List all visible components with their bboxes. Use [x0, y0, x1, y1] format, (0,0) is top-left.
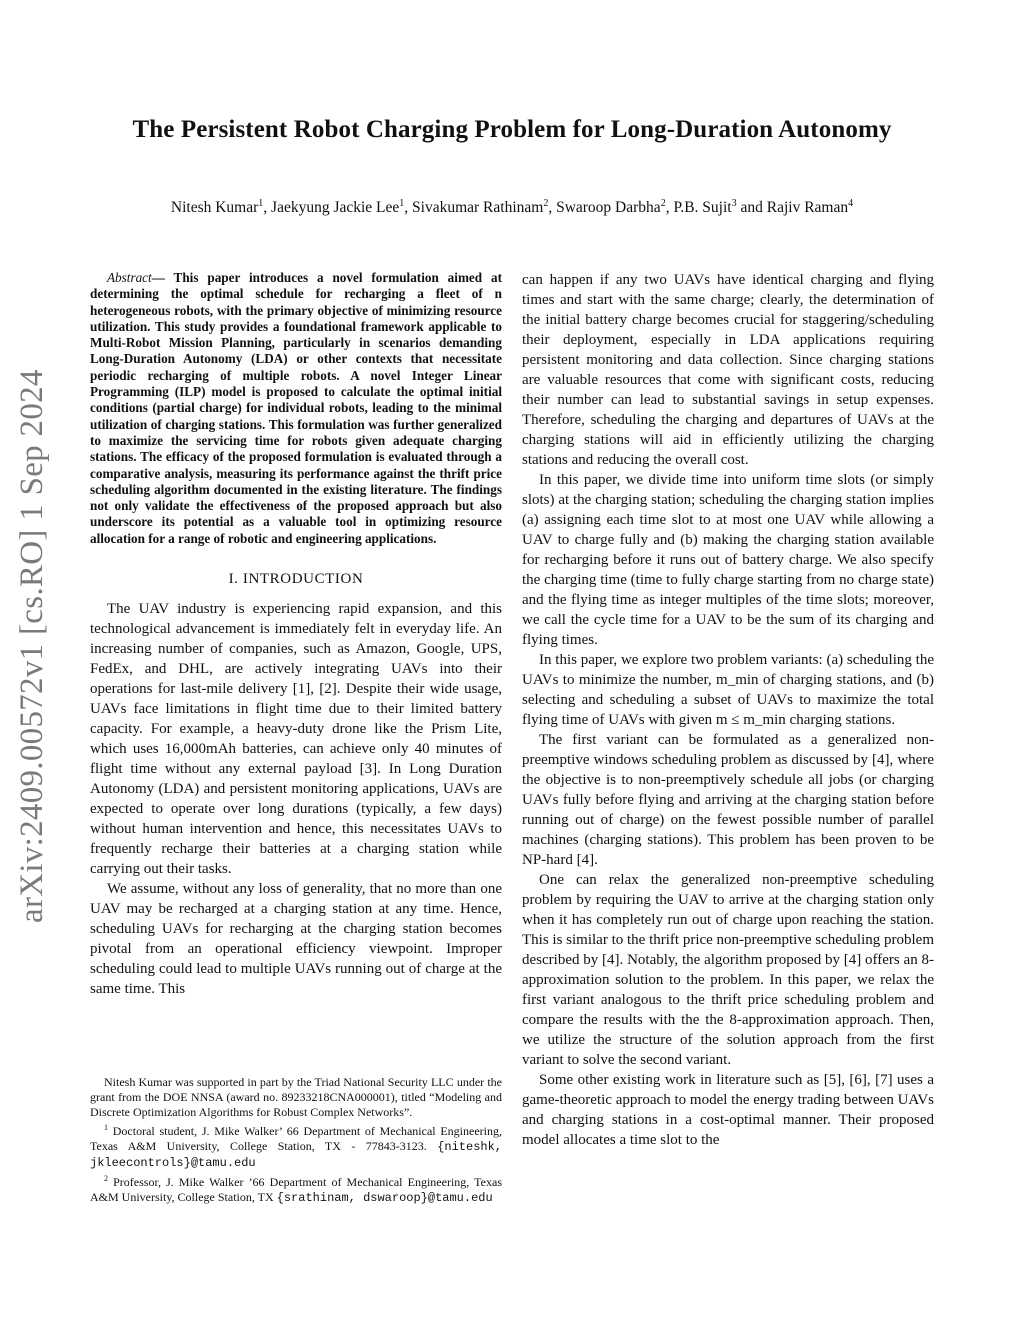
footnotes [90, 1075, 502, 1206]
author-affiliation: 1 [399, 198, 405, 209]
footnote-text: Professor, J. Mike Walker ’66 Department of Mechanical Engineering, Texas A&M University, College Station, TX [90, 1175, 502, 1204]
footnote-text: Doctoral student, J. Mike Walker’ 66 Department of Mechanical Engineering, Texas A&M University, College Station, TX - 77843-3123. [90, 1124, 502, 1153]
email-address: {niteshk, jkleecontrols}@tamu.edu [90, 1140, 502, 1170]
author-affiliation: 1 [258, 198, 264, 209]
abstract-label: Abstract [107, 270, 152, 285]
arxiv-identifier: arXiv:2409.00572v1 [cs.RO] 1 Sep 2024 [14, 369, 50, 923]
author-name: Sivakumar Rathinam [412, 199, 544, 217]
section-heading: I. INTRODUCTION [228, 571, 364, 588]
author-list [0, 198, 1024, 217]
author-name: Jaekyung Jackie Lee [271, 199, 400, 217]
paragraph: The first variant can be formulated as a generalized non-preemptive windows scheduling problem as discussed by [4], where the objective is to non-preemptively schedule all jobs (or charging UAVs fully before flying and arriving at the charging station before running out of charge) on the fewest possible number of parallel machines (charging stations). This problem has been proven to be NP-hard [4]. [522, 732, 934, 868]
author-affiliation: 4 [848, 198, 854, 209]
author-affiliation: 2 [660, 198, 666, 209]
paragraph: In this paper, we explore two problem variants: (a) scheduling the UAVs to minimize the number, m_min of charging stations, and (b) selecting and scheduling a subset of UAVs to maximize the total flying time of UAVs with given m ≤ m_min charging stations. [522, 652, 934, 728]
author-name: Nitesh Kumar [170, 199, 259, 217]
abstract-text: — This paper introduces a novel formulation aimed at determining the optimal schedule for recharging a fleet of n heterogeneous robots, with the primary objective of minimizing resource utilization. This study provides a foundational framework applicable to Multi-Robot Mission Planning, particularly in scenarios demanding Long-Duration Autonomy (LDA) or other contexts that necessitate periodic recharging of multiple robots. A novel Integer Linear Programming (ILP) model is proposed to calculate the optimal initial conditions (partial charge) for individual robots, leading to the minimal utilization of charging stations. This formulation was further generalized to maximize the servicing time for robots given adequate charging stations. The efficacy of the proposed formulation is evaluated through a comparative analysis, measuring its performance against the thrift price scheduling algorithm documented in the existing literature. The findings not only validate the effectiveness of the proposed approach but also underscore its potential as a valuable tool in optimizing resource allocation for a range of robotic and engineering applications. [90, 270, 502, 546]
author-name: Rajiv Raman [766, 199, 849, 217]
paragraph: In this paper, we divide time into uniform time slots (or simply slots) at the charging station; scheduling the charging station implies (a) assigning each time slot to at most one UAV while allowing a UAV to charge fully and (b) making the charging station available for recharging before it runs out of battery charge. We also specify the charging time (time to fully charge starting from no charge state) and the flying time as integer multiples of the time slots; moreover, we call the cycle time for a UAV to be the sum of its charging and flying times. [522, 472, 934, 648]
author-separator: , [404, 199, 413, 217]
paragraph: The UAV industry is experiencing rapid expansion, and this technological advancement is immediately felt in everyday life. An increasing number of companies, such as Amazon, Google, UPS, FedEx, and DHL, are actively integrating UAVs into their operations for last-mile delivery [1], [2]. Despite their wide usage, UAVs face limitations in flight time due to their limited battery capacity. For example, a heavy-duty drone like the Prism Lite, which uses 16,000mAh batteries, can achieve only 40 minutes of flight time without any external payload [3]. In Long Duration Autonomy (LDA) and persistent monitoring applications, UAVs are expected to operate over long durations (typically, a few days) without human intervention and hence, this necessitates UAVs to frequently recharge their batteries at a charging station while carrying out their tasks. [90, 601, 502, 878]
author-name: Swaroop Darbha [556, 199, 661, 217]
author-separator: , [665, 199, 674, 217]
footnote-marker: 1 [104, 1123, 108, 1132]
author-separator: , [263, 199, 272, 217]
email-address: {srathinam, dswaroop}@tamu.edu [276, 1191, 493, 1205]
footnote-1 [90, 1120, 502, 1171]
paragraph: We assume, without any loss of generality, that no more than one UAV may be recharged at a charging station at any time. Hence, scheduling UAVs for recharging at the charging station becomes pivotal from an operational efficiency viewpoint. Improper scheduling could lead to multiple UAVs running out of charge at the same time. This [90, 881, 502, 998]
left-column [90, 270, 502, 999]
abstract [90, 270, 502, 547]
footnote-marker: 2 [104, 1174, 108, 1183]
right-column [522, 270, 934, 1150]
author-separator: , [548, 199, 557, 217]
funding-footnote: Nitesh Kumar was supported in part by the Triad National Security LLC under the grant from the DOE NNSA (award no. 89233218CNA000001), titled “Modeling and Discrete Optimization Algorithms for Robust Complex Networks”. [90, 1075, 502, 1119]
paragraph: One can relax the generalized non-preemptive scheduling problem by requiring the UAV to arrive at the charging station only when it has completely run out of charge upon reaching the station. This is similar to the thrift price non-preemptive scheduling problem described by [4]. Notably, the algorithm proposed by [4] offers an 8-approximation solution to the problem. In this paper, we relax the first variant analogous to the thrift price scheduling problem and compare the results with the the 8-approximation approach. Then, we utilize the structure of the solution approach from the first variant to solve the second variant. [522, 872, 934, 1068]
paragraph: can happen if any two UAVs have identical charging and flying times and start with the same charge; clearly, the determination of the initial battery charge becomes crucial for staggering/scheduling their deployment, especially in LDA applications requiring persistent monitoring and data collection. Since charging stations are valuable resources that come with significant costs, reducing their number can lead to substantial savings in setup expenses. Therefore, scheduling the charging and departures of UAVs at the charging stations will aid in efficiently utilizing the charging stations and reducing the overall cost. [522, 272, 934, 468]
author-name: P.B. Sujit [673, 199, 732, 217]
author-affiliation: 3 [731, 198, 737, 209]
author-separator: and [736, 199, 767, 217]
paper-title: The Persistent Robot Charging Problem for Long-Duration Autonomy [132, 116, 892, 143]
author-affiliation: 2 [543, 198, 549, 209]
paragraph: Some other existing work in literature such as [5], [6], [7] uses a game-theoretic approach to model the energy trading between UAVs and charging stations in a cost-optimal manner. Their proposed model allocates a time slot to the [522, 1072, 934, 1148]
footnote-2 [90, 1171, 502, 1206]
